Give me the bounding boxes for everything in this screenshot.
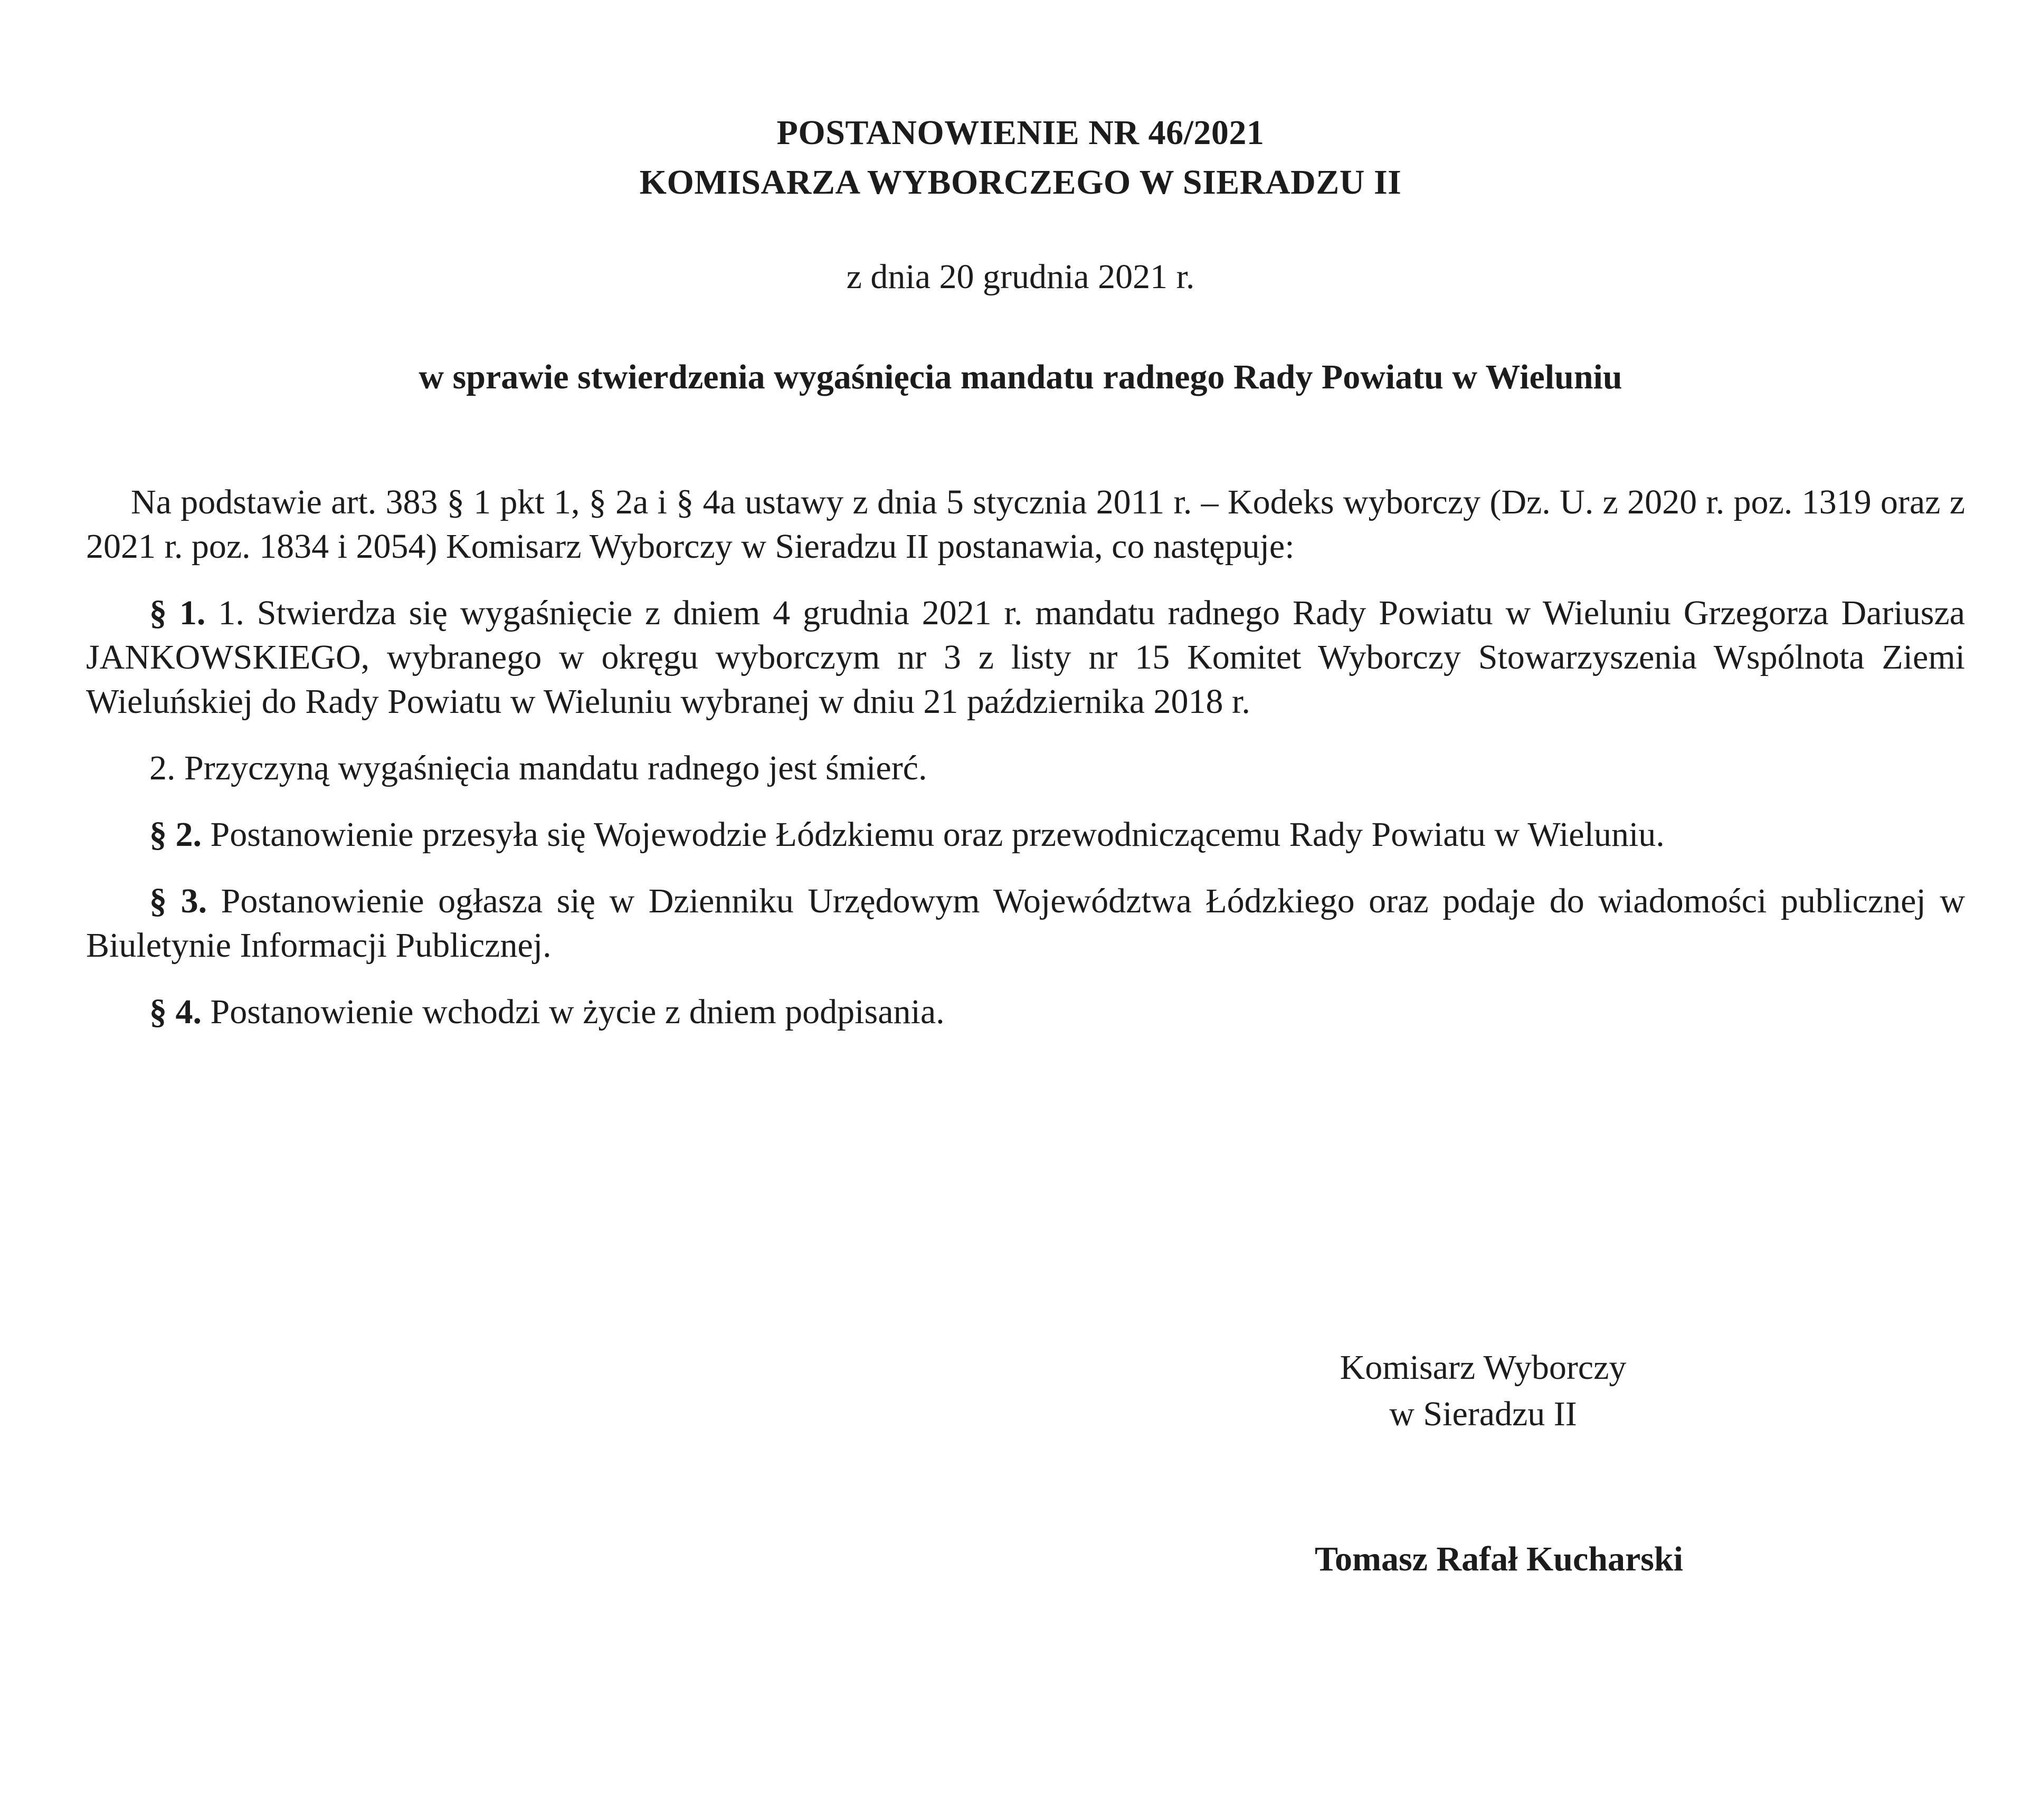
document-body <box>86 480 1965 1056</box>
signer-name: Tomasz Rafał Kucharski <box>1315 1540 1683 1578</box>
section-marker: § 2. <box>149 815 202 854</box>
section-text: Postanowienie przesyła się Wojewodzie Łódzkiemu oraz przewodniczącemu Rady Powiatu w Wieluniu. <box>202 815 1665 854</box>
section-text: 2. Przyczyną wygaśnięcia mandatu radnego jest śmierć. <box>149 749 927 787</box>
title-line-1: POSTANOWIENIE NR 46/2021 <box>776 113 1265 152</box>
document-date: z dnia 20 grudnia 2021 r. <box>846 258 1195 296</box>
title-line-2: KOMISARZA WYBORCZEGO W SIERADZU II <box>639 163 1402 202</box>
signature-role-line-1: Komisarz Wyborczy <box>1340 1348 1627 1387</box>
section-marker: § 4. <box>149 993 202 1031</box>
section-3-paragraph <box>86 879 1965 968</box>
signature-role-line-2: w Sieradzu II <box>1389 1395 1577 1433</box>
document-subject: w sprawie stwierdzenia wygaśnięcia mandatu radnego Rady Powiatu w Wieluniu <box>419 358 1622 396</box>
section-marker: § 3. <box>149 882 207 920</box>
signature-role <box>1256 1345 1710 1437</box>
section-marker: § 1. <box>149 594 206 632</box>
section-text: 1. Stwierdza się wygaśnięcie z dniem 4 grudnia 2021 r. mandatu radnego Rady Powiatu w Wieluniu Grzegorza Dariusza JANKOWSKIEGO, wybranego w okręgu wyborczym nr 3 z listy nr 15 Komitet Wyborczy Stowarzyszenia Wspólnota Ziemi Wieluńskiej do Rady Powiatu w Wieluniu wybranej w dniu 21 października 2018 r. <box>86 594 1966 721</box>
section-4-paragraph <box>86 990 1965 1034</box>
section-text: Postanowienie wchodzi w życie z dniem podpisania. <box>202 993 945 1031</box>
section-1-paragraph <box>86 591 1965 724</box>
section-2-paragraph <box>86 813 1965 857</box>
document-title <box>0 108 2041 207</box>
section-1-point-2-paragraph <box>86 746 1965 790</box>
section-text: Postanowienie ogłasza się w Dzienniku Urzędowym Województwa Łódzkiego oraz podaje do wiadomości publicznej w Biuletynie Informacji Publicznej. <box>86 882 1965 965</box>
preamble-paragraph: Na podstawie art. 383 § 1 pkt 1, § 2a i § 4a ustawy z dnia 5 stycznia 2011 r. – Kodeks wyborczy (Dz. U. z 2020 r. poz. 1319 oraz z 2021 r. poz. 1834 i 2054) Komisarz Wyborczy w Sieradzu II postanawia, co następuje: <box>86 483 1965 566</box>
